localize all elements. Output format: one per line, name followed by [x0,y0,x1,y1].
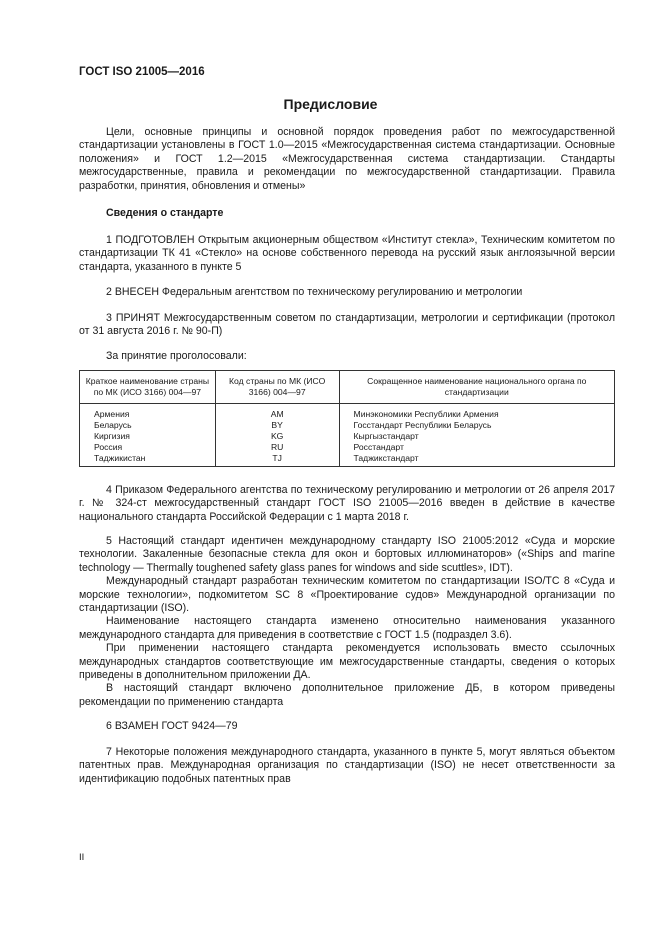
item-4-text: 4 Приказом Федерального агентства по техническому регулированию и метрологии от 26 апреля 2017 г. № 324-ст межгосударственный стандарт ГОСТ ISO 21005—2016 введен в действие в качестве национального стандарта Российской Федерации с 1 марта 2018 г. [79,484,615,523]
table-header-country: Краткое наименование страны по МК (ИСО 3166) 004—97 [80,371,216,404]
table-cell-body: Госстандарт Республики Беларусь [339,420,614,431]
item-5-paragraph: Международный стандарт разработан техническим комитетом по стандартизации ISO/TC 8 «Суда и морские технологии», подкомитетом SC 8 «Проектирование судов» Международной организации по стандартизации (ISO). [79,575,615,615]
item-4 [79,484,615,524]
table-cell-body: Кыргызстандарт [339,431,614,442]
item-6-text: 6 ВЗАМЕН ГОСТ 9424—79 [106,720,238,732]
page-title: Предисловие [283,96,378,112]
table-cell-country: Беларусь [80,420,216,431]
table-cell-code: RU [215,442,339,453]
item-2 [79,286,615,299]
table-cell-code: AM [215,404,339,421]
item-5-paragraph: При применении настоящего стандарта рекомендуется использовать вместо ссылочных международных стандартов соответствующие им межгосударственные стандарты, сведения о которых приведены в дополнительном приложении ДА. [79,642,615,682]
voted-label: За принятие проголосовали: [106,350,247,362]
table-row [80,431,615,442]
table-cell-body: Минэкономики Республики Армения [339,404,614,421]
table-cell-country: Россия [80,442,216,453]
table-row [80,453,615,467]
item-7 [79,746,615,786]
item-5-paragraph: В настоящий стандарт включено дополнительное приложение ДБ, в котором приведены рекомендации по применению стандарта [79,682,615,708]
item-6 [79,720,615,733]
table-row [80,442,615,453]
intro-paragraph [79,126,615,193]
table-cell-country: Киргизия [80,431,216,442]
item-7-text: 7 Некоторые положения международного стандарта, указанного в пункте 5, могут являться объектом патентных прав. Международная организация по стандартизации (ISO) не несет ответственности за идентификацию подобных патентных прав [79,746,615,785]
item-3-text: 3 ПРИНЯТ Межгосударственным советом по стандартизации, метрологии и сертификации (протокол от 31 августа 2016 г. № 90-П) [79,312,615,338]
table-row [80,420,615,431]
item-5 [79,535,615,709]
item-5-paragraph: 5 Настоящий стандарт идентичен международному стандарту ISO 21005:2012 «Суда и морские технологии. Закаленные безопасные стекла для окон и бортовых иллюминаторов» («Ships and marine technology — Thermally toughened safety glass panes for windows and side scuttles», IDT). [79,535,615,574]
intro-text: Цели, основные принципы и основной порядок проведения работ по межгосударственной стандартизации установлены в ГОСТ 1.0—2015 «Межгосударственная система стандартизации. Основные положения» и ГОСТ 1.2—2015 «Межгосударственная система стандартизации. Стандарты межгосударственные, правила и рекомендации по межгосударственной стандартизации. Правила разработки, принятия, обновления и отмены» [79,126,615,192]
item-2-text: 2 ВНЕСЕН Федеральным агентством по техническому регулированию и метрологии [106,286,523,298]
page-number: II [79,852,85,863]
table-row [80,404,615,421]
table-cell-country: Таджикистан [80,453,216,467]
countries-table [79,370,615,467]
section-subheading: Сведения о стандарте [106,207,224,219]
table-cell-code: TJ [215,453,339,467]
table-cell-country: Армения [80,404,216,421]
table-cell-code: KG [215,431,339,442]
item-1 [79,234,615,274]
item-1-text: 1 ПОДГОТОВЛЕН Открытым акционерным обществом «Институт стекла», Техническим комитетом по стандартизации ТК 41 «Стекло» на основе собственного перевода на русский язык англоязычной версии стандарта, указанного в пункте 5 [79,234,615,273]
table-cell-body: Таджикстандарт [339,453,614,467]
table-header-body: Сокращенное наименование национального органа по стандартизации [339,371,614,404]
item-3 [79,312,615,339]
table-header-code: Код страны по МК (ИСО 3166) 004—97 [215,371,339,404]
table-cell-body: Росстандарт [339,442,614,453]
document-header: ГОСТ ISO 21005—2016 [79,66,205,78]
table-cell-code: BY [215,420,339,431]
table-header-row [80,371,615,404]
item-5-paragraph: Наименование настоящего стандарта изменено относительно наименования указанного международного стандарта для приведения в соответствие с ГОСТ 1.5 (подраздел 3.6). [79,615,615,641]
